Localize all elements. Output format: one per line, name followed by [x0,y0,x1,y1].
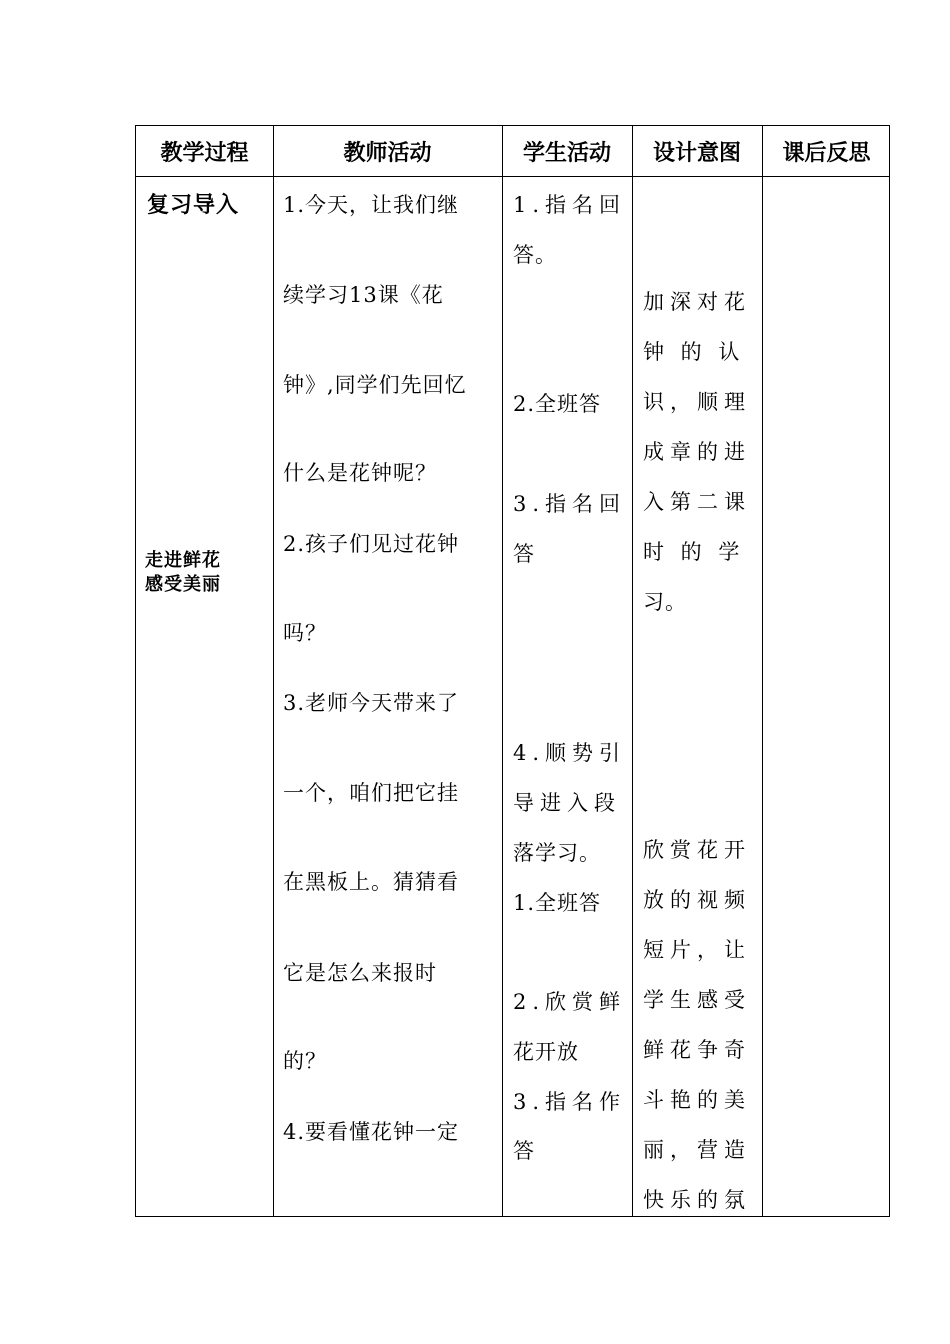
design-line: 成章的进 [643,440,751,464]
teacher-line: 的？ [283,1049,327,1073]
stage-main-label: 复习导入 [147,193,240,218]
student-line: 1.全班答 [513,891,602,915]
teacher-line: 它是怎么来报时 [283,961,437,985]
teacher-line: 吗？ [283,621,327,645]
design-line: 短片，让 [643,938,751,962]
teacher-line: 在黑板上。猜猜看 [283,870,459,894]
student-line: 3.指名回 [513,492,627,516]
student-line: 答。 [513,243,557,267]
header-reflection: 课后反思 [782,140,871,166]
reflection-cell [762,176,891,1216]
student-line: 答 [513,542,535,566]
teacher-line: 什么是花钟呢？ [283,461,437,485]
design-line: 斗艳的美 [643,1088,751,1112]
design-line: 欣赏花开 [643,838,751,862]
teacher-line: 1.今天，让我们继 [283,193,460,217]
design-line: 放的视频 [643,888,751,912]
header-process: 教学过程 [160,140,249,166]
design-line: 习。 [643,590,687,614]
design-line: 鲜花争奇 [643,1038,751,1062]
header-teacher-activity: 教师活动 [343,140,432,166]
header-student-activity: 学生活动 [522,140,611,166]
lesson-plan-table [135,125,890,1217]
student-line: 2.欣赏鲜 [513,990,627,1014]
design-line: 时 的 学 [643,540,741,564]
design-line: 学生感受 [643,988,751,1012]
design-line: 识，顺理 [643,390,751,414]
design-intent-cell [632,176,762,1216]
student-activity-cell [502,176,632,1216]
student-line: 4.顺势引 [513,741,627,765]
student-line: 1.指名回 [513,193,627,217]
student-line: 导进入段 [513,791,621,815]
teacher-line: 一个，咱们把它挂 [283,781,459,805]
design-line: 快乐的氛 [643,1188,751,1212]
design-line: 入第二课 [643,490,751,514]
student-line: 2.全班答 [513,392,602,416]
teacher-line: 续学习13课《花 [283,283,444,307]
stage-sub-label-1: 走进鲜花 [145,550,221,571]
teacher-line: 钟》,同学们先回忆 [283,373,467,397]
teacher-line: 4.要看懂花钟一定 [283,1120,460,1144]
design-line: 加深对花 [643,290,751,314]
teacher-line: 3.老师今天带来了 [283,691,460,715]
design-line: 钟 的 认 [643,340,741,364]
design-line: 丽，营造 [643,1138,751,1162]
stage-cell [136,176,273,1216]
student-line: 3.指名作 [513,1090,627,1114]
student-line: 花开放 [513,1040,579,1064]
student-line: 答 [513,1139,535,1163]
teacher-line: 2.孩子们见过花钟 [283,532,460,556]
stage-sub-label-2: 感受美丽 [145,574,221,595]
student-line: 落学习。 [513,841,601,865]
header-design-intent: 设计意图 [652,140,741,166]
teacher-activity-cell [273,176,502,1216]
